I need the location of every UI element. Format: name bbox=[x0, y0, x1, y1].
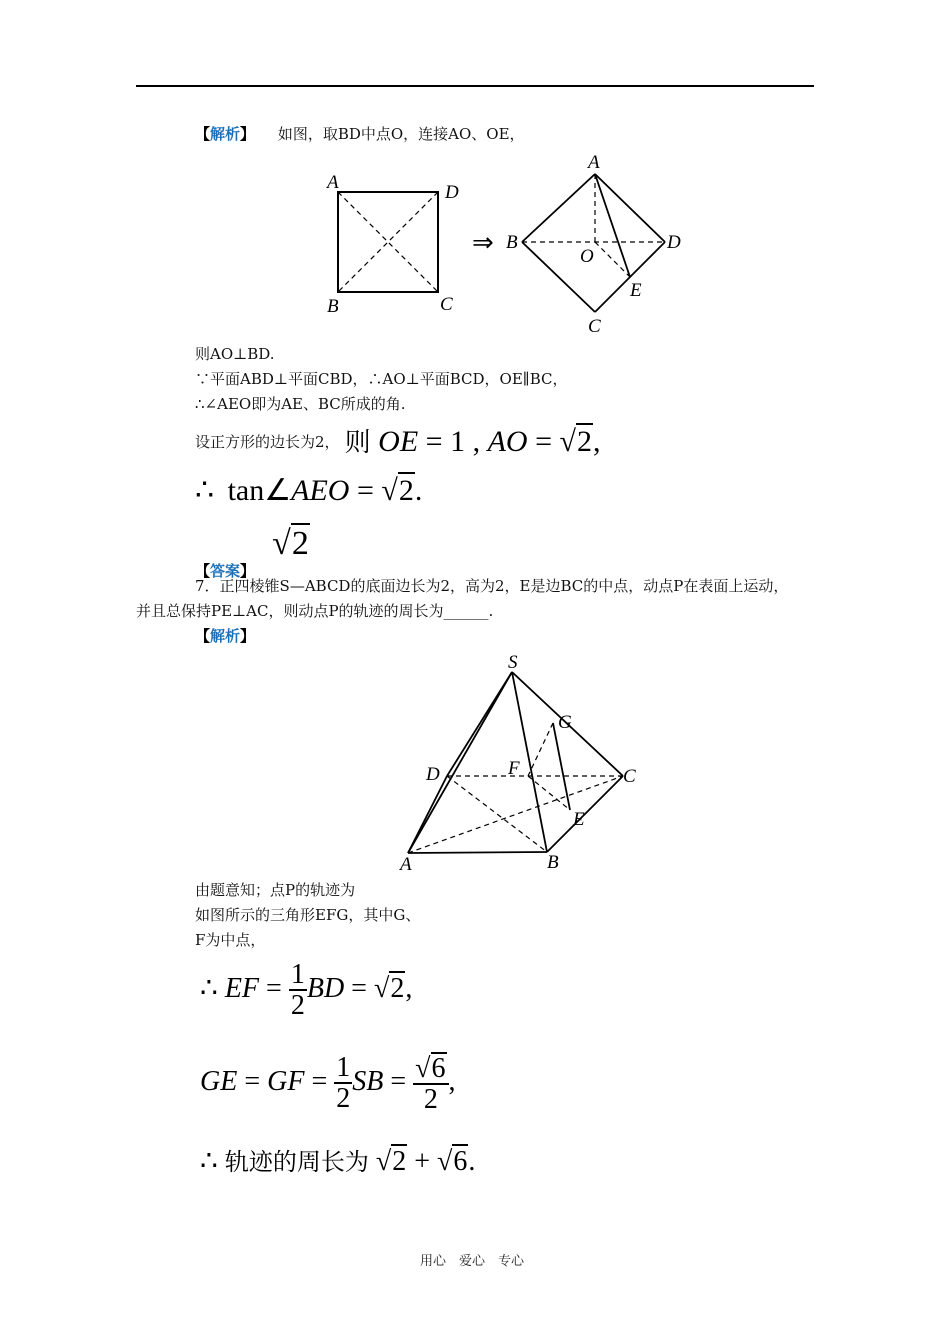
edge-bc bbox=[547, 776, 623, 852]
analysis-heading-1 bbox=[195, 124, 525, 144]
analysis-tag: 解析 bbox=[210, 125, 241, 143]
comma: , bbox=[448, 1065, 456, 1097]
ge-var: GE bbox=[200, 1065, 238, 1097]
radicand: 2 bbox=[576, 425, 592, 458]
edge-sd bbox=[447, 672, 512, 776]
analysis-heading-2 bbox=[195, 626, 255, 646]
page-footer: 用心 爱心 专心 bbox=[420, 1254, 525, 1269]
line-plane-perp: ∵平面ABD⊥平面CBD，∴AO⊥平面BCD，OE∥BC， bbox=[195, 370, 568, 388]
label-g: G bbox=[558, 712, 572, 733]
ao-var: AO bbox=[487, 425, 528, 458]
tan-aeo-formula bbox=[195, 472, 422, 508]
desc-line-2: 如图所示的三角形EFG，其中G、 bbox=[195, 906, 421, 924]
sqrt-2-d: √2 bbox=[375, 1146, 407, 1177]
eq-sign: = bbox=[244, 1065, 261, 1097]
perimeter-text: 轨迹的周长为 bbox=[224, 1148, 369, 1176]
radicand: 6 bbox=[453, 1146, 468, 1177]
side-length-text: 设正方形的边长为2， bbox=[195, 433, 340, 451]
angle-symbol: ∠ bbox=[264, 474, 292, 507]
tan-fn: tan bbox=[227, 474, 265, 507]
top-rule bbox=[136, 85, 814, 87]
denominator: 2 bbox=[336, 1083, 351, 1115]
fraction-half bbox=[289, 960, 307, 1021]
bracket-open: 【 bbox=[195, 125, 211, 143]
therefore-symbol: ∴ bbox=[195, 474, 215, 507]
label-c2: C bbox=[588, 316, 601, 337]
label-o2: O bbox=[580, 246, 594, 267]
sqrt-2-c: √2 bbox=[373, 972, 405, 1004]
gf-var: GF bbox=[267, 1065, 305, 1097]
label-c: C bbox=[623, 766, 636, 787]
figure-square-fold bbox=[320, 150, 700, 340]
plus-sign: + bbox=[414, 1146, 430, 1177]
dashed-gf bbox=[528, 723, 553, 776]
label-d1: D bbox=[445, 182, 459, 203]
perimeter-formula bbox=[200, 1142, 475, 1178]
radicand: 2 bbox=[291, 525, 309, 562]
label-d: D bbox=[426, 764, 440, 785]
eq-sign-2: = bbox=[351, 972, 367, 1004]
comma: , bbox=[405, 972, 413, 1004]
edge-sa bbox=[408, 672, 512, 853]
q7-line-2: 并且总保持PE⊥AC，则动点P的轨迹的周长为______. bbox=[136, 602, 494, 620]
radicand: 2 bbox=[390, 972, 405, 1004]
eq-sign: = bbox=[535, 425, 552, 458]
denominator: 2 bbox=[290, 990, 305, 1022]
edge-ab bbox=[408, 852, 547, 853]
fraction-root6-over-2 bbox=[413, 1052, 448, 1115]
bracket-close: 】 bbox=[240, 125, 256, 143]
line-angle-aeo: ∴∠AEO即为AE、BC所成的角. bbox=[195, 395, 406, 413]
desc-line-1: 由题意知；点P的轨迹为 bbox=[195, 881, 356, 899]
analysis-tag: 解析 bbox=[210, 627, 241, 645]
bd-var: BD bbox=[306, 972, 345, 1004]
label-b1: B bbox=[327, 296, 339, 317]
eq-sign-2: = bbox=[311, 1065, 328, 1097]
edge-ad bbox=[595, 174, 665, 242]
bracket-close: 】 bbox=[240, 627, 256, 645]
period: . bbox=[414, 474, 423, 507]
bracket-open: 【 bbox=[195, 627, 211, 645]
label-b2: B bbox=[506, 232, 518, 253]
label-d2: D bbox=[667, 232, 681, 253]
label-a: A bbox=[400, 854, 412, 875]
intro-text: 如图，取BD中点O，连接AO、OE， bbox=[277, 125, 525, 143]
ge-formula bbox=[200, 1052, 456, 1115]
eq-sign: = bbox=[266, 972, 282, 1004]
therefore-symbol: ∴ bbox=[200, 1146, 218, 1177]
period: . bbox=[468, 1146, 476, 1177]
label-b: B bbox=[547, 852, 559, 873]
desc-line-3: F为中点， bbox=[195, 931, 266, 949]
label-e2: E bbox=[630, 280, 642, 301]
radicand: 2 bbox=[392, 1146, 407, 1177]
ze-char: 则 bbox=[344, 428, 371, 458]
label-a2: A bbox=[588, 152, 600, 173]
sqrt-2-b: √2 bbox=[381, 474, 414, 507]
denominator: 2 bbox=[423, 1084, 438, 1116]
sqrt-2-a: √2 bbox=[559, 425, 592, 458]
bracket-close: 】 bbox=[240, 562, 256, 580]
oe-var: OE bbox=[378, 425, 419, 458]
edge-ab bbox=[522, 174, 595, 242]
edge-ge bbox=[553, 723, 570, 810]
implies-arrow: ⇒ bbox=[472, 228, 494, 257]
label-c1: C bbox=[440, 294, 453, 315]
edge-da bbox=[408, 776, 447, 853]
label-f: F bbox=[508, 758, 520, 779]
line-ao-perp-bd: 则AO⊥BD. bbox=[195, 345, 275, 363]
numerator: √6 bbox=[413, 1052, 448, 1085]
eq-sign: = bbox=[356, 474, 374, 507]
label-s: S bbox=[508, 652, 518, 673]
label-a1: A bbox=[327, 172, 339, 193]
comma: , bbox=[592, 425, 601, 458]
numerator: 1 bbox=[336, 1052, 351, 1083]
fraction-half bbox=[334, 1053, 352, 1114]
q7-line-1: 7．正四棱锥S—ABCD的底面边长为2，高为2，E是边BC的中点，动点P在表面上运动， bbox=[195, 577, 789, 595]
sqrt-6: √6 bbox=[437, 1146, 468, 1177]
figure-pyramid bbox=[390, 648, 636, 878]
label-e: E bbox=[573, 809, 585, 830]
answer-sqrt-2: √2 bbox=[272, 525, 309, 562]
line-side-length bbox=[195, 422, 600, 462]
therefore-symbol: ∴ bbox=[200, 972, 218, 1004]
eq-one: = 1 , bbox=[425, 425, 481, 458]
ef-var: EF bbox=[224, 972, 260, 1004]
numerator: 1 bbox=[290, 959, 305, 990]
eq-sign-3: = bbox=[390, 1065, 407, 1097]
edge-ae bbox=[595, 174, 630, 277]
dashed-db bbox=[447, 776, 547, 852]
answer-line bbox=[195, 523, 310, 580]
ao-oe-formula bbox=[345, 425, 601, 458]
radicand: 6 bbox=[431, 1053, 446, 1084]
aeo-var: AEO bbox=[291, 474, 350, 507]
answer-tag: 答案 bbox=[210, 562, 241, 580]
sb-var: SB bbox=[352, 1065, 384, 1097]
radicand: 2 bbox=[398, 474, 414, 507]
ef-formula bbox=[200, 960, 412, 1021]
bracket-open: 【 bbox=[195, 562, 211, 580]
